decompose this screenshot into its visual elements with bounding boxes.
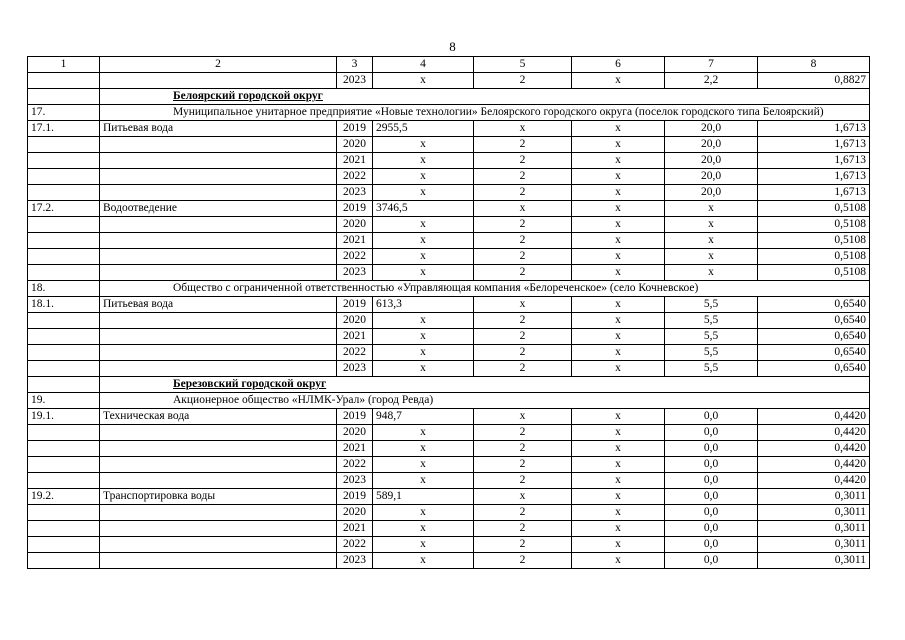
value-cell-8: 0,6540 [758, 345, 870, 361]
org-name: Муниципальное унитарное предприятие «Новые технологии» Белоярского городского округа (поселок городского типа Белоярский) [100, 105, 870, 121]
value-cell-6: x [572, 73, 665, 89]
year-cell: 2019 [337, 201, 373, 217]
value-cell-7: 0,0 [665, 505, 758, 521]
value-cell-4: x [373, 185, 474, 201]
table-row [28, 537, 870, 553]
value-cell-4: x [373, 457, 474, 473]
value-cell-7: 5,5 [665, 313, 758, 329]
service-name: Транспортировка воды [100, 489, 337, 505]
table-row [28, 153, 870, 169]
org-number: 18. [28, 281, 100, 297]
value-cell-8: 0,5108 [758, 233, 870, 249]
name-cell [100, 473, 337, 489]
value-cell-5: x [474, 201, 572, 217]
num-cell [28, 249, 100, 265]
name-cell [100, 521, 337, 537]
column-header: 3 [337, 57, 373, 73]
value-cell-7: x [665, 217, 758, 233]
num-cell [28, 537, 100, 553]
value-cell-5: 2 [474, 457, 572, 473]
value-cell-7: 0,0 [665, 457, 758, 473]
table-row [28, 553, 870, 569]
num-cell [28, 457, 100, 473]
num-cell [28, 153, 100, 169]
value-cell-5: 2 [474, 73, 572, 89]
value-cell-5: 2 [474, 425, 572, 441]
value-cell-6: x [572, 457, 665, 473]
value-cell-6: x [572, 425, 665, 441]
name-cell [100, 345, 337, 361]
value-cell-4: x [373, 217, 474, 233]
num-cell [28, 473, 100, 489]
section-title-row [28, 89, 870, 105]
value-cell-8: 0,3011 [758, 521, 870, 537]
org-row [28, 105, 870, 121]
value-cell-6: x [572, 537, 665, 553]
value-cell-5: 2 [474, 233, 572, 249]
value-cell-6: x [572, 249, 665, 265]
table-row [28, 201, 870, 217]
name-cell [100, 217, 337, 233]
name-cell [100, 73, 337, 89]
value-cell-8: 0,6540 [758, 329, 870, 345]
value-cell-6: x [572, 137, 665, 153]
value-cell-8: 0,5108 [758, 201, 870, 217]
value-cell-7: x [665, 249, 758, 265]
year-cell: 2021 [337, 329, 373, 345]
table-row [28, 505, 870, 521]
value-cell-4: x [373, 329, 474, 345]
value-cell-8: 1,6713 [758, 185, 870, 201]
value-cell-4: x [373, 265, 474, 281]
value-cell-6: x [572, 553, 665, 569]
name-cell [100, 137, 337, 153]
column-header: 2 [100, 57, 337, 73]
year-cell: 2020 [337, 313, 373, 329]
table-row [28, 361, 870, 377]
year-cell: 2022 [337, 169, 373, 185]
value-cell-4: x [373, 473, 474, 489]
value-cell-6: x [572, 521, 665, 537]
table-row [28, 409, 870, 425]
name-cell [100, 537, 337, 553]
value-cell-7: 0,0 [665, 553, 758, 569]
value-cell-4: x [373, 441, 474, 457]
name-cell [100, 361, 337, 377]
year-cell: 2021 [337, 233, 373, 249]
value-cell-5: 2 [474, 217, 572, 233]
value-cell-6: x [572, 441, 665, 457]
service-number: 17.2. [28, 201, 100, 217]
value-cell-5: 2 [474, 265, 572, 281]
value-cell-8: 0,8827 [758, 73, 870, 89]
column-header: 6 [572, 57, 665, 73]
table-row [28, 313, 870, 329]
value-cell-5: 2 [474, 137, 572, 153]
value-cell-6: x [572, 361, 665, 377]
tariff-table [27, 56, 870, 569]
value-cell-6: x [572, 121, 665, 137]
value-cell-7: 0,0 [665, 521, 758, 537]
value-cell-4: 613,3 [373, 297, 474, 313]
table-row [28, 457, 870, 473]
year-cell: 2022 [337, 537, 373, 553]
name-cell [100, 153, 337, 169]
value-cell-7: 0,0 [665, 441, 758, 457]
value-cell-5: x [474, 121, 572, 137]
year-cell: 2019 [337, 409, 373, 425]
value-cell-7: 5,5 [665, 345, 758, 361]
name-cell [100, 425, 337, 441]
value-cell-7: 20,0 [665, 153, 758, 169]
value-cell-4: x [373, 425, 474, 441]
column-header: 5 [474, 57, 572, 73]
table-row [28, 441, 870, 457]
num-cell [28, 137, 100, 153]
year-cell: 2023 [337, 473, 373, 489]
value-cell-8: 0,4420 [758, 473, 870, 489]
value-cell-6: x [572, 505, 665, 521]
num-cell [28, 553, 100, 569]
service-number: 19.2. [28, 489, 100, 505]
name-cell [100, 265, 337, 281]
value-cell-5: 2 [474, 313, 572, 329]
org-number: 19. [28, 393, 100, 409]
section-title: Березовский городской округ [100, 377, 870, 393]
service-number: 17.1. [28, 121, 100, 137]
num-cell [28, 89, 100, 105]
year-cell: 2020 [337, 425, 373, 441]
value-cell-8: 0,6540 [758, 361, 870, 377]
value-cell-7: x [665, 265, 758, 281]
column-header: 8 [758, 57, 870, 73]
value-cell-4: 948,7 [373, 409, 474, 425]
value-cell-6: x [572, 233, 665, 249]
value-cell-5: 2 [474, 345, 572, 361]
value-cell-5: 2 [474, 441, 572, 457]
service-name: Питьевая вода [100, 297, 337, 313]
value-cell-4: x [373, 361, 474, 377]
num-cell [28, 377, 100, 393]
year-cell: 2023 [337, 553, 373, 569]
value-cell-6: x [572, 265, 665, 281]
table-row [28, 249, 870, 265]
num-cell [28, 73, 100, 89]
num-cell [28, 425, 100, 441]
value-cell-4: 589,1 [373, 489, 474, 505]
table-row [28, 217, 870, 233]
value-cell-5: 2 [474, 153, 572, 169]
num-cell [28, 169, 100, 185]
value-cell-5: x [474, 489, 572, 505]
value-cell-5: 2 [474, 249, 572, 265]
service-name: Техническая вода [100, 409, 337, 425]
name-cell [100, 329, 337, 345]
year-cell: 2019 [337, 297, 373, 313]
name-cell [100, 185, 337, 201]
name-cell [100, 169, 337, 185]
value-cell-6: x [572, 185, 665, 201]
value-cell-5: 2 [474, 521, 572, 537]
value-cell-6: x [572, 409, 665, 425]
num-cell [28, 233, 100, 249]
year-cell: 2022 [337, 345, 373, 361]
value-cell-5: 2 [474, 473, 572, 489]
org-name: Общество с ограниченной ответственностью «Управляющая компания «Белореченское» (село Кочневское) [100, 281, 870, 297]
num-cell [28, 329, 100, 345]
value-cell-8: 0,3011 [758, 553, 870, 569]
table-row [28, 169, 870, 185]
name-cell [100, 233, 337, 249]
value-cell-4: x [373, 153, 474, 169]
value-cell-7: 20,0 [665, 169, 758, 185]
num-cell [28, 505, 100, 521]
name-cell [100, 457, 337, 473]
value-cell-4: x [373, 249, 474, 265]
value-cell-4: 3746,5 [373, 201, 474, 217]
table-row [28, 473, 870, 489]
service-number: 19.1. [28, 409, 100, 425]
value-cell-6: x [572, 313, 665, 329]
org-number: 17. [28, 105, 100, 121]
value-cell-8: 0,4420 [758, 457, 870, 473]
value-cell-8: 0,4420 [758, 425, 870, 441]
org-row [28, 393, 870, 409]
value-cell-8: 0,3011 [758, 489, 870, 505]
num-cell [28, 345, 100, 361]
value-cell-4: x [373, 553, 474, 569]
value-cell-7: 0,0 [665, 409, 758, 425]
value-cell-5: 2 [474, 185, 572, 201]
value-cell-4: x [373, 169, 474, 185]
year-cell: 2020 [337, 217, 373, 233]
value-cell-6: x [572, 329, 665, 345]
header-row [28, 57, 870, 73]
value-cell-6: x [572, 217, 665, 233]
service-name: Питьевая вода [100, 121, 337, 137]
value-cell-4: x [373, 521, 474, 537]
name-cell [100, 249, 337, 265]
num-cell [28, 265, 100, 281]
year-cell: 2019 [337, 121, 373, 137]
table-row [28, 121, 870, 137]
value-cell-7: x [665, 233, 758, 249]
num-cell [28, 441, 100, 457]
value-cell-8: 0,5108 [758, 217, 870, 233]
continued-row [28, 73, 870, 89]
column-header: 7 [665, 57, 758, 73]
year-cell: 2023 [337, 361, 373, 377]
year-cell: 2022 [337, 457, 373, 473]
year-cell: 2023 [337, 73, 373, 89]
value-cell-4: x [373, 233, 474, 249]
value-cell-6: x [572, 153, 665, 169]
table-row [28, 297, 870, 313]
table-row [28, 185, 870, 201]
num-cell [28, 361, 100, 377]
year-cell: 2021 [337, 441, 373, 457]
table-row [28, 265, 870, 281]
year-cell: 2021 [337, 153, 373, 169]
value-cell-8: 1,6713 [758, 137, 870, 153]
value-cell-4: x [373, 537, 474, 553]
value-cell-8: 1,6713 [758, 153, 870, 169]
value-cell-8: 0,6540 [758, 313, 870, 329]
section-title-row [28, 377, 870, 393]
value-cell-5: x [474, 409, 572, 425]
table-row [28, 521, 870, 537]
value-cell-8: 0,5108 [758, 249, 870, 265]
value-cell-6: x [572, 297, 665, 313]
value-cell-7: x [665, 201, 758, 217]
value-cell-8: 0,6540 [758, 297, 870, 313]
value-cell-7: 0,0 [665, 537, 758, 553]
value-cell-4: 2955,5 [373, 121, 474, 137]
value-cell-7: 20,0 [665, 121, 758, 137]
value-cell-4: x [373, 505, 474, 521]
value-cell-8: 1,6713 [758, 121, 870, 137]
value-cell-8: 1,6713 [758, 169, 870, 185]
table-row [28, 345, 870, 361]
num-cell [28, 313, 100, 329]
name-cell [100, 313, 337, 329]
table-row [28, 233, 870, 249]
value-cell-7: 20,0 [665, 185, 758, 201]
value-cell-7: 0,0 [665, 473, 758, 489]
value-cell-7: 0,0 [665, 489, 758, 505]
value-cell-4: x [373, 73, 474, 89]
name-cell [100, 505, 337, 521]
table-row [28, 329, 870, 345]
value-cell-7: 0,0 [665, 425, 758, 441]
value-cell-6: x [572, 345, 665, 361]
org-name: Акционерное общество «НЛМК-Урал» (город Ревда) [100, 393, 870, 409]
value-cell-6: x [572, 169, 665, 185]
value-cell-7: 20,0 [665, 137, 758, 153]
value-cell-8: 0,3011 [758, 505, 870, 521]
year-cell: 2020 [337, 137, 373, 153]
value-cell-8: 0,5108 [758, 265, 870, 281]
service-name: Водоотведение [100, 201, 337, 217]
year-cell: 2023 [337, 265, 373, 281]
num-cell [28, 185, 100, 201]
value-cell-7: 5,5 [665, 329, 758, 345]
value-cell-8: 0,4420 [758, 441, 870, 457]
value-cell-7: 5,5 [665, 361, 758, 377]
value-cell-7: 5,5 [665, 297, 758, 313]
section-title: Белоярский городской округ [100, 89, 870, 105]
year-cell: 2019 [337, 489, 373, 505]
value-cell-6: x [572, 201, 665, 217]
year-cell: 2020 [337, 505, 373, 521]
num-cell [28, 217, 100, 233]
value-cell-5: 2 [474, 329, 572, 345]
value-cell-4: x [373, 313, 474, 329]
value-cell-7: 2,2 [665, 73, 758, 89]
table-row [28, 425, 870, 441]
value-cell-5: 2 [474, 505, 572, 521]
column-header: 4 [373, 57, 474, 73]
org-row [28, 281, 870, 297]
value-cell-6: x [572, 473, 665, 489]
page-number: 8 [449, 39, 456, 54]
column-header: 1 [28, 57, 100, 73]
year-cell: 2023 [337, 185, 373, 201]
value-cell-4: x [373, 345, 474, 361]
value-cell-8: 0,3011 [758, 537, 870, 553]
service-number: 18.1. [28, 297, 100, 313]
value-cell-5: 2 [474, 537, 572, 553]
table-row [28, 489, 870, 505]
value-cell-5: x [474, 297, 572, 313]
num-cell [28, 521, 100, 537]
value-cell-6: x [572, 489, 665, 505]
value-cell-5: 2 [474, 361, 572, 377]
value-cell-8: 0,4420 [758, 409, 870, 425]
value-cell-5: 2 [474, 169, 572, 185]
year-cell: 2022 [337, 249, 373, 265]
value-cell-5: 2 [474, 553, 572, 569]
name-cell [100, 441, 337, 457]
year-cell: 2021 [337, 521, 373, 537]
name-cell [100, 553, 337, 569]
table-row [28, 137, 870, 153]
value-cell-4: x [373, 137, 474, 153]
